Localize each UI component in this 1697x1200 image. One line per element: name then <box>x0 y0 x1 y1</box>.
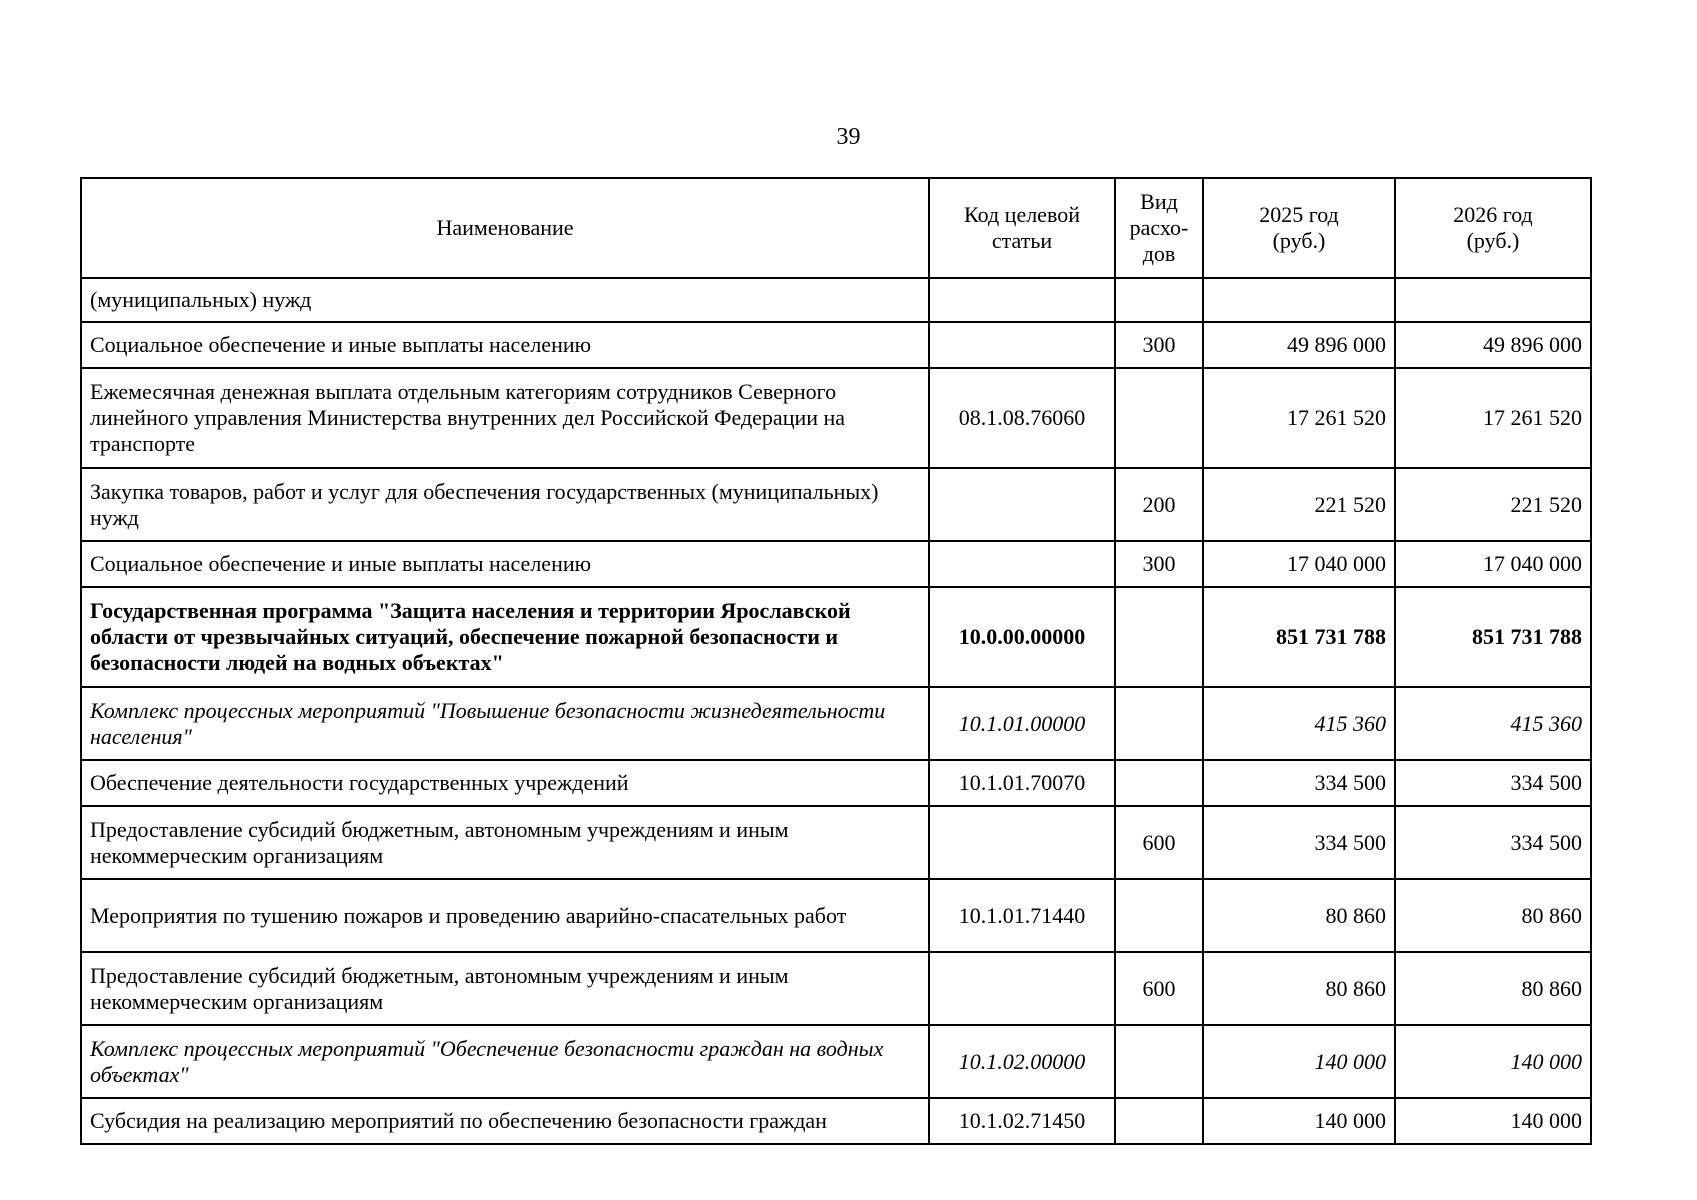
header-kind-line: дов <box>1142 240 1176 266</box>
cell-code: 10.1.02.71450 <box>929 1098 1115 1144</box>
table-row-complex <box>81 1025 1591 1098</box>
cell-code: 10.1.01.00000 <box>929 687 1115 760</box>
cell-2025: 80 860 <box>1203 952 1395 1025</box>
budget-table <box>80 177 1592 1145</box>
cell-2025: 140 000 <box>1203 1025 1395 1098</box>
cell-code <box>929 278 1115 322</box>
cell-2025: 17 261 520 <box>1203 368 1395 468</box>
cell-kind <box>1115 368 1203 468</box>
header-code-line: статьи <box>991 228 1053 253</box>
cell-2025: 851 731 788 <box>1203 587 1395 687</box>
header-code-line: Код целевой <box>964 202 1080 228</box>
cell-2026: 851 731 788 <box>1395 587 1591 687</box>
header-2026 <box>1395 178 1591 278</box>
cell-name: Предоставление субсидий бюджетным, автономным учреждениям и иным некоммерческим организациям <box>81 952 929 1025</box>
cell-name: Мероприятия по тушению пожаров и проведению аварийно-спасательных работ <box>81 879 929 952</box>
header-name-label: Наименование <box>436 215 574 241</box>
cell-kind <box>1115 687 1203 760</box>
header-kind-line: Вид <box>1140 189 1178 215</box>
cell-kind: 300 <box>1115 322 1203 368</box>
cell-2026: 17 261 520 <box>1395 368 1591 468</box>
cell-code <box>929 322 1115 368</box>
table-row-complex <box>81 687 1591 760</box>
table-row <box>81 278 1591 322</box>
cell-2026: 415 360 <box>1395 687 1591 760</box>
cell-name: Социальное обеспечение и иные выплаты населению <box>81 322 929 368</box>
cell-2026: 140 000 <box>1395 1098 1591 1144</box>
table-row <box>81 322 1591 368</box>
cell-2026 <box>1395 278 1591 322</box>
cell-2026: 334 500 <box>1395 760 1591 806</box>
table-row <box>81 468 1591 541</box>
cell-kind <box>1115 1098 1203 1144</box>
header-name <box>81 178 929 278</box>
cell-name: Закупка товаров, работ и услуг для обеспечения государственных (муниципальных) нужд <box>81 468 929 541</box>
header-2026-line: 2026 год <box>1453 202 1533 228</box>
cell-2026: 80 860 <box>1395 879 1591 952</box>
cell-2025: 140 000 <box>1203 1098 1395 1144</box>
cell-code <box>929 468 1115 541</box>
cell-name: Комплекс процессных мероприятий "Повышение безопасности жизнедеятельности населения" <box>81 687 929 760</box>
cell-2026: 140 000 <box>1395 1025 1591 1098</box>
table-row <box>81 760 1591 806</box>
cell-kind: 600 <box>1115 952 1203 1025</box>
cell-code: 10.0.00.00000 <box>929 587 1115 687</box>
cell-code <box>929 541 1115 587</box>
cell-2026: 49 896 000 <box>1395 322 1591 368</box>
cell-2025: 49 896 000 <box>1203 322 1395 368</box>
cell-2025: 334 500 <box>1203 760 1395 806</box>
cell-2025: 415 360 <box>1203 687 1395 760</box>
header-2025-line: 2025 год <box>1259 202 1339 228</box>
cell-2025: 80 860 <box>1203 879 1395 952</box>
cell-code: 10.1.01.71440 <box>929 879 1115 952</box>
cell-name: Комплекс процессных мероприятий "Обеспечение безопасности граждан на водных объектах" <box>81 1025 929 1098</box>
cell-code <box>929 806 1115 879</box>
cell-2025 <box>1203 278 1395 322</box>
cell-kind <box>1115 879 1203 952</box>
table-header-row <box>81 178 1591 278</box>
header-2025-line: (руб.) <box>1272 228 1326 253</box>
header-2026-line: (руб.) <box>1466 228 1520 253</box>
cell-name: Ежемесячная денежная выплата отдельным категориям сотрудников Северного линейного управления Министерства внутренних дел Российской Федерации на транспорте <box>81 368 929 468</box>
cell-code: 08.1.08.76060 <box>929 368 1115 468</box>
cell-name: Государственная программа "Защита населения и территории Ярославской области от чрезвычайных ситуаций, обеспечение пожарной безопасности и безопасности людей на водных объектах" <box>81 587 929 687</box>
cell-2026: 221 520 <box>1395 468 1591 541</box>
cell-2026: 80 860 <box>1395 952 1591 1025</box>
table-body <box>81 278 1591 1144</box>
cell-kind <box>1115 1025 1203 1098</box>
cell-name: (муниципальных) нужд <box>81 278 929 322</box>
table-row <box>81 806 1591 879</box>
page-number: 39 <box>836 124 861 150</box>
cell-code: 10.1.01.70070 <box>929 760 1115 806</box>
table-row <box>81 368 1591 468</box>
header-kind <box>1115 178 1203 278</box>
table-row-program <box>81 587 1591 687</box>
cell-2025: 221 520 <box>1203 468 1395 541</box>
header-code <box>929 178 1115 278</box>
cell-name: Социальное обеспечение и иные выплаты населению <box>81 541 929 587</box>
cell-name: Предоставление субсидий бюджетным, автономным учреждениям и иным некоммерческим организациям <box>81 806 929 879</box>
cell-2026: 334 500 <box>1395 806 1591 879</box>
cell-2025: 17 040 000 <box>1203 541 1395 587</box>
table-row <box>81 1098 1591 1144</box>
header-2025 <box>1203 178 1395 278</box>
cell-code: 10.1.02.00000 <box>929 1025 1115 1098</box>
cell-code <box>929 952 1115 1025</box>
cell-kind: 600 <box>1115 806 1203 879</box>
table-row <box>81 952 1591 1025</box>
cell-kind: 300 <box>1115 541 1203 587</box>
cell-2025: 334 500 <box>1203 806 1395 879</box>
table-row <box>81 879 1591 952</box>
table-row <box>81 541 1591 587</box>
cell-kind <box>1115 278 1203 322</box>
cell-kind <box>1115 760 1203 806</box>
cell-2026: 17 040 000 <box>1395 541 1591 587</box>
header-kind-line: расхо- <box>1129 215 1189 241</box>
cell-kind <box>1115 587 1203 687</box>
cell-name: Субсидия на реализацию мероприятий по обеспечению безопасности граждан <box>81 1098 929 1144</box>
cell-name: Обеспечение деятельности государственных учреждений <box>81 760 929 806</box>
cell-kind: 200 <box>1115 468 1203 541</box>
